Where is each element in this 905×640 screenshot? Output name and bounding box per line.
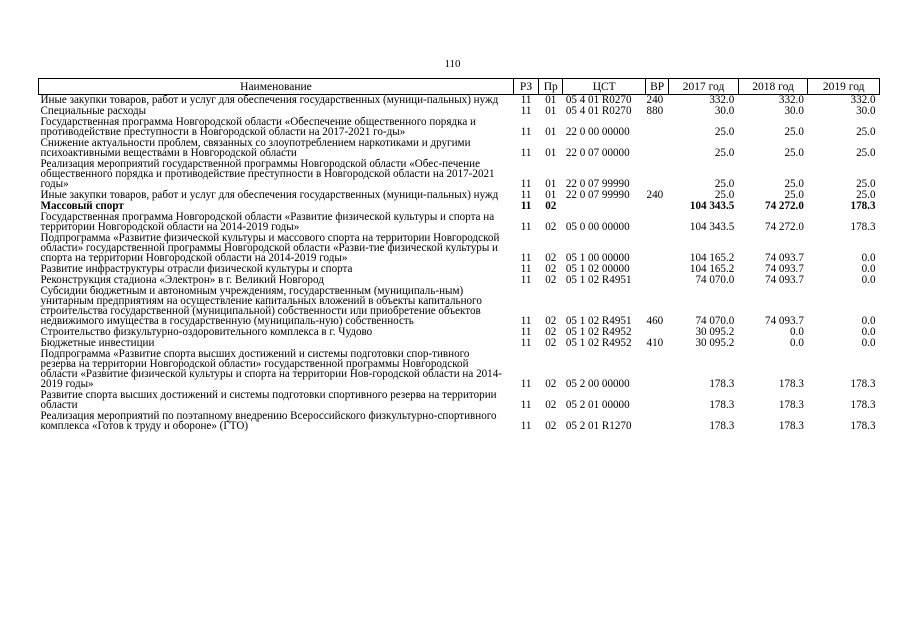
- row-cst: 22 0 00 00000: [565, 126, 630, 138]
- row-pr: 01: [545, 105, 557, 117]
- row-cst: [563, 201, 646, 212]
- row-cst: 05 2 01 00000: [565, 399, 630, 411]
- row-2018-value: 74 093.7: [765, 315, 804, 327]
- row-cst: 05 2 00 00000: [565, 378, 630, 390]
- row-2019-value: 178.3: [850, 399, 876, 411]
- table-row: [39, 327, 880, 338]
- table-row: [39, 212, 880, 233]
- row-2017-value: 30 095.2: [695, 337, 735, 349]
- row-rz: 11: [520, 105, 532, 117]
- row-2017-value: 25.0: [714, 178, 735, 190]
- row-vr: [646, 390, 669, 411]
- header-2018: 2018 год: [738, 79, 808, 95]
- row-name: Подпрограмма «Развитие физической культуры и массового спорта на территории Новгородской области» государственной программы Новгородской области «Разви-тие физической культуры и спорта на территории Новгородской области на 2014-2019 годы»: [40, 232, 500, 264]
- row-name: Развитие инфраструктуры отрасли физической культуры и спорта: [40, 263, 353, 275]
- row-pr: 02: [545, 399, 557, 411]
- row-2018-value: 74 272.0: [765, 221, 804, 233]
- row-rz: 11: [520, 378, 532, 390]
- row-pr: 02: [545, 252, 557, 264]
- row-2017-value: 104 165.2: [689, 252, 735, 264]
- row-pr: 01: [545, 178, 557, 190]
- row-pr: 02: [545, 420, 557, 432]
- row-2019-value: 332.0: [850, 94, 876, 106]
- row-2017-value: 178.3: [709, 420, 735, 432]
- table-row: [39, 138, 880, 159]
- row-cst: 05 4 01 R0270: [565, 94, 632, 106]
- row-2019-value: 0.0: [861, 315, 876, 327]
- table-row: [39, 117, 880, 138]
- header-2019: 2019 год: [808, 79, 880, 95]
- row-2017-value: 25.0: [714, 189, 735, 201]
- row-pr: 01: [545, 94, 557, 106]
- table-row: [39, 233, 880, 264]
- row-vr: [646, 201, 669, 212]
- header-pr: Пр: [539, 79, 563, 95]
- row-name: Иные закупки товаров, работ и услуг для обеспечения государственных (муници-пальных) нужд: [40, 189, 499, 201]
- row-cst: 05 1 02 R4952: [565, 326, 632, 338]
- row-rz: 11: [520, 274, 532, 286]
- row-cst: 05 1 00 00000: [565, 252, 630, 264]
- row-2019-value: 178.3: [850, 221, 876, 233]
- row-pr: 01: [545, 189, 557, 201]
- row-2019-value: 30.0: [856, 105, 876, 117]
- row-name: Государственная программа Новгородской области «Обеспечение общественного порядка и противодействие преступности в Новгородской области на 2017-2021 го-ды»: [40, 116, 476, 138]
- row-2017-value: 104 343.5: [689, 200, 735, 212]
- row-vr: [646, 275, 669, 286]
- row-pr: 02: [545, 326, 557, 338]
- table-row: [39, 286, 880, 327]
- row-2019-value: 0.0: [861, 326, 876, 338]
- row-2019-value: 0.0: [861, 337, 876, 349]
- row-cst: 05 1 02 00000: [565, 263, 630, 275]
- row-2019-value: 178.3: [850, 200, 876, 212]
- row-2018-value: 178.3: [778, 399, 804, 411]
- row-rz: 11: [520, 420, 532, 432]
- table-row: [39, 190, 880, 201]
- row-pr: 01: [545, 126, 557, 138]
- row-2017-value: 30.0: [714, 105, 735, 117]
- row-cst: 22 0 07 99990: [565, 189, 630, 201]
- row-name: Государственная программа Новгородской области «Развитие физической культуры и спорта на территории Новгородской области на 2014-2019 годы»: [40, 211, 495, 233]
- row-2019-value: 0.0: [861, 252, 876, 264]
- row-rz: 11: [520, 315, 532, 327]
- row-2018-value: 178.3: [778, 378, 804, 390]
- row-2018-value: 74 093.7: [765, 274, 804, 286]
- table-row: [39, 349, 880, 390]
- row-2018-value: 74 272.0: [765, 200, 804, 212]
- row-pr: 02: [545, 221, 557, 233]
- row-pr: 01: [545, 147, 557, 159]
- row-vr: [646, 159, 669, 190]
- row-cst: 05 4 01 R0270: [565, 105, 632, 117]
- row-2018-value: 25.0: [784, 126, 804, 138]
- header-cst: ЦСТ: [563, 79, 646, 95]
- table-row: [39, 390, 880, 411]
- row-pr: 02: [545, 337, 557, 349]
- row-2019-value: 25.0: [856, 126, 876, 138]
- row-2018-value: 74 093.7: [765, 252, 804, 264]
- row-name: Снижение актуальности проблем, связанных со злоупотреблением наркотиками и другими психоактивными веществами в Новгородской области: [40, 137, 471, 159]
- row-2018-value: 25.0: [784, 189, 804, 201]
- row-rz: 11: [520, 337, 532, 349]
- row-2018-value: 74 093.7: [765, 263, 804, 275]
- row-rz: 11: [520, 399, 532, 411]
- row-2019-value: 178.3: [850, 420, 876, 432]
- row-2017-value: 74 070.0: [695, 315, 735, 327]
- row-name: Развитие спорта высших достижений и системы подготовки спортивного резерва на территории области: [40, 389, 497, 411]
- row-name: Бюджетные инвестиции: [40, 337, 155, 349]
- row-cst: 05 1 02 R4951: [565, 274, 632, 286]
- row-pr: 02: [545, 315, 557, 327]
- row-2017-value: 30 095.2: [695, 326, 735, 338]
- row-vr: [646, 138, 669, 159]
- row-2018-value: 25.0: [784, 178, 804, 190]
- row-2019-value: 178.3: [850, 378, 876, 390]
- table-row: [39, 95, 880, 107]
- row-2018-value: 30.0: [784, 105, 804, 117]
- row-rz: 11: [520, 189, 532, 201]
- row-cst: 22 0 07 00000: [565, 147, 630, 159]
- header-rz: РЗ: [513, 79, 538, 95]
- row-rz: 11: [520, 263, 532, 275]
- row-name: Специальные расходы: [40, 105, 147, 117]
- row-name: Реализация мероприятий государственной программы Новгородской области «Обес-печение общественного порядка и противодействие преступности в Новгородской области на 2017-2021 годы»: [40, 158, 495, 190]
- header-vr: ВР: [646, 79, 669, 95]
- page-number: 110: [444, 58, 461, 70]
- row-rz: 11: [520, 326, 532, 338]
- row-2017-value: 104 165.2: [689, 263, 735, 275]
- table-header-row: [39, 79, 880, 95]
- row-2018-value: 25.0: [784, 147, 804, 159]
- row-rz: 11: [520, 126, 532, 138]
- row-cst: 05 1 02 R4952: [565, 337, 632, 349]
- row-name: Массовый спорт: [40, 200, 124, 212]
- row-cst: 22 0 07 99990: [565, 178, 630, 190]
- row-2017-value: 25.0: [714, 126, 735, 138]
- row-rz: 11: [520, 178, 532, 190]
- row-rz: 11: [520, 94, 532, 106]
- row-2017-value: 104 343.5: [689, 221, 735, 233]
- row-vr: [646, 212, 669, 233]
- row-name: Строительство физкультурно-оздоровительного комплекса в г. Чудово: [40, 326, 373, 338]
- row-2017-value: 178.3: [709, 378, 735, 390]
- row-cst: 05 1 02 R4951: [565, 315, 632, 327]
- row-2017-value: 178.3: [709, 399, 735, 411]
- row-2019-value: 25.0: [856, 189, 876, 201]
- row-2017-value: 74 070.0: [695, 274, 735, 286]
- row-2019-value: 25.0: [856, 147, 876, 159]
- row-name: Реконструкция стадиона «Электрон» в г. Великий Новгород: [40, 274, 324, 286]
- row-2019-value: 0.0: [861, 274, 876, 286]
- row-vr: 880: [646, 105, 664, 117]
- row-cst: 05 2 01 R1270: [565, 420, 632, 432]
- row-pr: 02: [545, 274, 557, 286]
- table-row: [39, 411, 880, 432]
- budget-table: [38, 78, 880, 432]
- row-2017-value: 332.0: [709, 94, 735, 106]
- row-vr: [646, 233, 669, 264]
- row-2019-value: 25.0: [856, 178, 876, 190]
- header-name: Наименование: [39, 79, 514, 95]
- table-body: [39, 95, 880, 433]
- row-pr: 02: [545, 263, 557, 275]
- row-2019-value: 0.0: [861, 263, 876, 275]
- row-vr: [646, 349, 669, 390]
- row-2017-value: 25.0: [714, 147, 735, 159]
- row-rz: 11: [520, 221, 532, 233]
- row-pr: 02: [545, 378, 557, 390]
- row-2018-value: 332.0: [778, 94, 804, 106]
- row-vr: 410: [646, 337, 664, 349]
- row-cst: 05 0 00 00000: [565, 221, 630, 233]
- row-vr: 240: [646, 94, 664, 106]
- row-rz: 11: [520, 200, 532, 212]
- row-vr: [646, 117, 669, 138]
- row-rz: 11: [520, 252, 532, 264]
- row-vr: [646, 264, 669, 275]
- row-vr: 240: [646, 189, 664, 201]
- row-2018-value: 0.0: [790, 326, 804, 338]
- row-vr: 460: [646, 315, 664, 327]
- row-2018-value: 0.0: [790, 337, 804, 349]
- row-pr: 02: [545, 200, 557, 212]
- row-name: Реализация мероприятий по поэтапному внедрению Всероссийского физкультурно-спортивного комплекса «Готов к труду и обороне» (ГТО): [40, 410, 497, 432]
- row-name: Подпрограмма «Развитие спорта высших достижений и системы подготовки спор-тивного резерва на территории Новгородской области» государственной программы Новгородской области «Развитие физической культуры и спорта на территории Нов-городской области на 2014-2019 годы»: [40, 348, 502, 390]
- row-2018-value: 178.3: [778, 420, 804, 432]
- row-rz: 11: [520, 147, 532, 159]
- header-2017: 2017 год: [669, 79, 739, 95]
- row-vr: [646, 411, 669, 432]
- row-name: Иные закупки товаров, работ и услуг для обеспечения государственных (муници-пальных) нужд: [40, 94, 499, 106]
- table-row: [39, 159, 880, 190]
- row-name: Субсидии бюджетным и автономным учреждениям, государственным (муниципаль-ным) унитарным предприятиям на осуществление капитальных вложений в объекты капитального строительства государственной (муниципальной) собственности или приобретение объектов недвижимого имущества в государственную (муниципаль-ную) собственность: [40, 285, 482, 327]
